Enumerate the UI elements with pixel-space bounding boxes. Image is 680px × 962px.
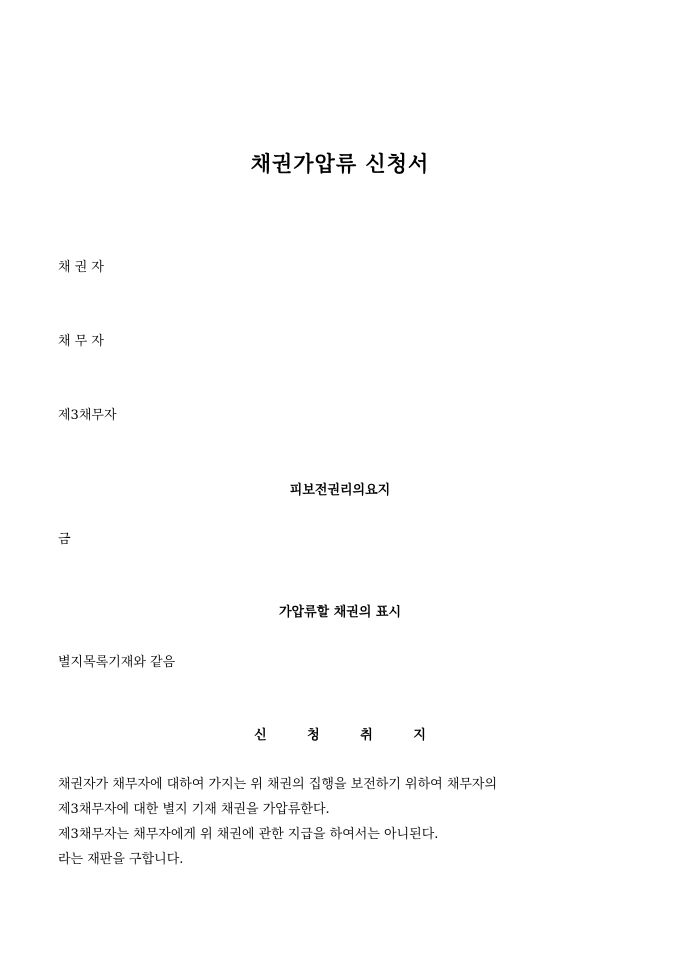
purpose-line: 라는 재판을 구합니다. [58,852,184,867]
purpose-line: 제3채무자는 채무자에게 위 채권에 관한 지급을 하여서는 아니된다. [58,827,439,842]
seizure-text: 별지목록기재와 같음 [58,655,176,670]
claim-heading: 피보전권리의요지 [289,483,391,498]
third-debtor-label: 제3채무자 [58,408,117,423]
document-title: 채권가압류 신청서 [250,151,430,176]
creditor-label: 채 권 자 [58,260,104,275]
purpose-line: 제3채무자에 대한 별지 기재 채권을 가압류한다. [58,802,330,817]
debtor-label: 채 무 자 [58,334,104,349]
seizure-heading: 가압류할 채권의 표시 [278,605,402,620]
purpose-heading: 신 청 취 지 [254,728,426,743]
purpose-line: 채권자가 채무자에 대하여 가지는 위 채권의 집행을 보전하기 위하여 채무자의 [58,777,498,792]
claim-amount-label: 금 [58,532,71,547]
